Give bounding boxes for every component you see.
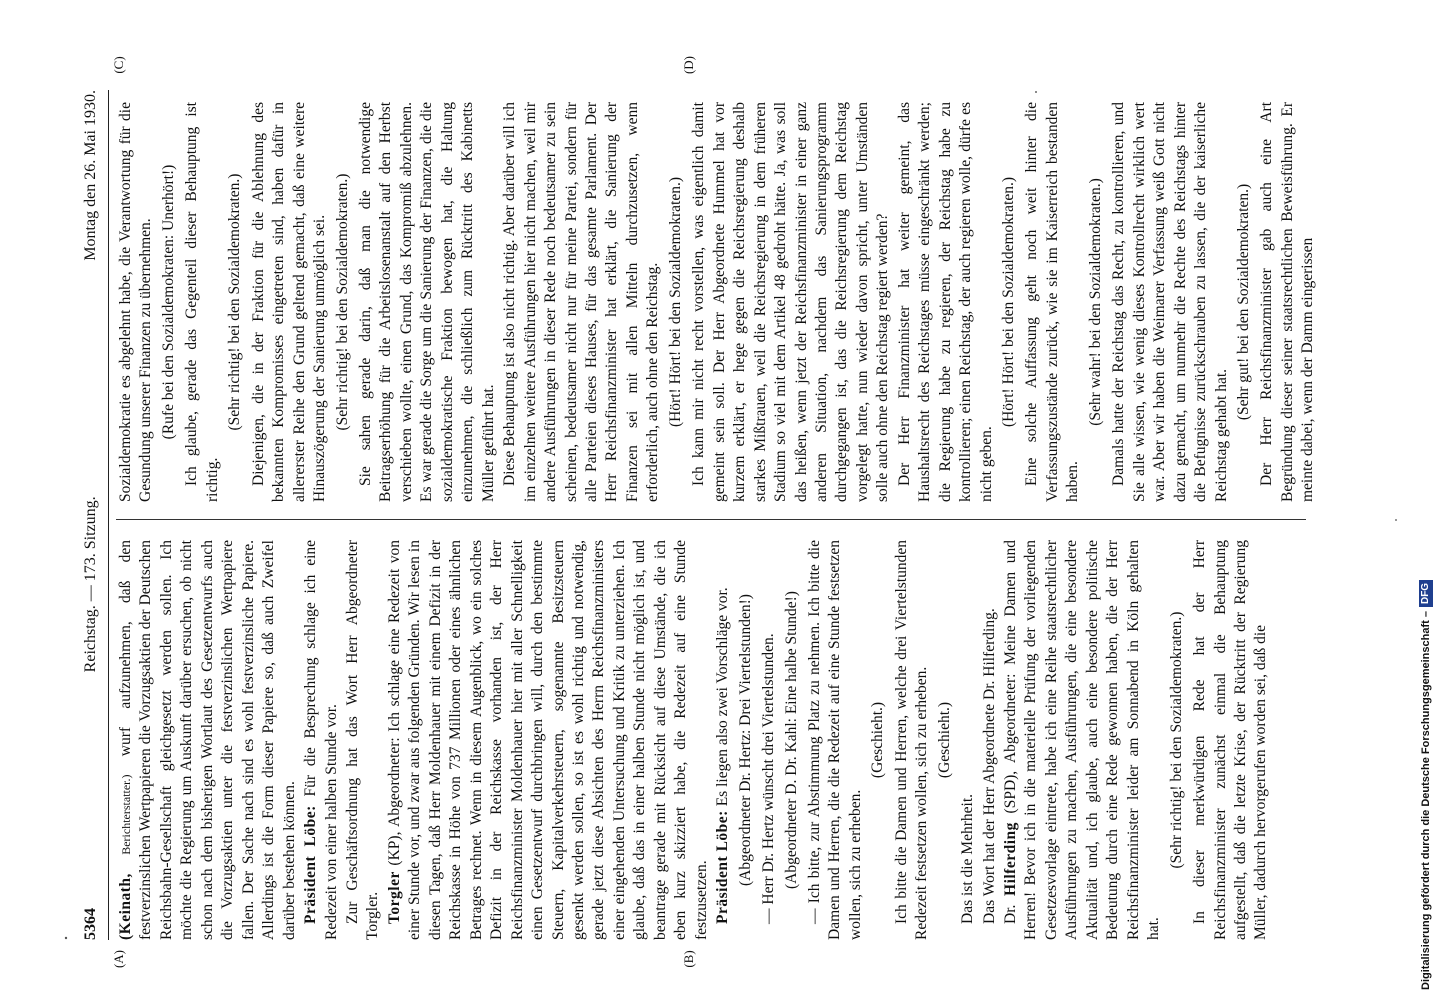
paragraph [759, 540, 779, 940]
dfg-logo: DFG [1419, 580, 1433, 607]
column-divider [116, 519, 1306, 520]
interjection: (Abgeordneter D. Dr. Kahl: Eine halbe Stunde!) [782, 591, 800, 889]
interjection: (Geschieht.) [869, 701, 887, 779]
paragraph-text: (SPD), Abgeordneter: Meine Damen und Herren! Bevor ich in die materielle Prüfung der vorliegenden Gesetzesvorlage eintrete, habe ich eine Reihe staatsrechtlicher Ausführungen zu machen, Ausführungen, die eine besondere Aktualität und, ich glaube, auch eine besondere politische Bedeutung durch eine Rede gewonnen haben, die der Herr Reichsfinanzminister leider am Sonnabend in Köln gehalten hat. [1002, 539, 1163, 940]
interjection: (Abgeordneter Dr. Hertz: Drei Viertelstunden!) [736, 594, 754, 886]
paragraph [805, 540, 866, 940]
interjection: (Hört! Hört! bei den Sozialdemokraten.) [1000, 176, 1018, 428]
speaker-name: Hilferding [1002, 822, 1020, 896]
paragraph-text: — Herr Dr. Hertz wünscht drei Viertelstunden. [760, 633, 778, 924]
paragraph [1109, 102, 1232, 502]
paragraph [1001, 540, 1165, 940]
interjection: (Sehr wahr! bei den Sozialdemokraten.) [1086, 178, 1104, 426]
paragraph-text: Es liegen also zwei Vorschläge vor. [714, 587, 732, 807]
speaker-name: Präsident Löbe: [302, 805, 320, 924]
interjection: (Geschieht.) [935, 701, 953, 779]
paragraph-text: Damals hatte der Reichstag das Recht, zu kontrollieren, und Sie alle wissen, wie wenig dieses Kontrollrecht wirklich wert war. Aber wir haben die Weimarer Verfassung weiß Gott nicht dazu gemacht, um nunmehr die Rechte des Reichstags hinter die Befugnisse zurückschrauben zu lassen, die der kaiserliche Reichstag gehabt hat. [1110, 102, 1230, 502]
paragraph [980, 540, 1000, 940]
credit-text: Digitalisierung gefördert durch die Deutsche Forschungsgemeinschaft – [1420, 611, 1432, 990]
margin-marker-c: (C) [111, 56, 126, 74]
speaker-name: Torgler [385, 871, 403, 924]
session-date: Montag den 26. Mai 1930. [82, 90, 99, 261]
margin-marker-d: (D) [681, 55, 696, 75]
paragraph [182, 102, 223, 502]
paragraph [356, 102, 499, 502]
speck [1395, 519, 1397, 521]
paragraph-text: Der Herr Reichsfinanzminister gab auch eine Art Begründung dieser seiner staatsrechtlichen Beweisführung. Er meinte dabei, wenn der Damm eingerissen [1258, 102, 1317, 502]
paragraph-text: Sozialdemokratie es abgelehnt habe, die Verantwortung für die Gesundung unserer Finanzen zu übernehmen. [117, 102, 155, 502]
paragraph [385, 540, 712, 940]
speaker-name: Präsident Löbe: [714, 810, 732, 924]
paragraph [1022, 102, 1083, 502]
paragraph-text: Der Herr Finanzminister hat weiter gemeint, das Haushaltsrecht des Reichstages müsse eingeschränkt werden; die Regierung habe zu regieren, der Reichstag habe zu kontrollieren; einen Reichstag, der auch regieren wolle, dürfe es nicht geben. [895, 102, 995, 502]
paragraph-text: — Ich bitte, zur Abstimmung Platz zu nehmen. Ich bitte die Damen und Herren, die die Redezeit auf eine Stunde festsetzen wollen, sich zu erheben. [805, 540, 864, 940]
interjection: (Sehr richtig! bei den Sozialdemokraten.) [333, 173, 351, 431]
paragraph [249, 102, 331, 502]
paragraph [301, 540, 342, 940]
paragraph [958, 540, 978, 940]
paragraph [500, 102, 664, 502]
session-title: Reichstag. — 173. Sitzung. [82, 496, 99, 673]
paragraph [343, 540, 384, 940]
paragraph-text: Das Wort hat der Herr Abgeordnete Dr. Hilferding. [980, 608, 998, 924]
speaker-name: (Keinath, [117, 873, 134, 940]
page-number: 5364 [82, 908, 99, 940]
left-column [116, 540, 1306, 940]
interjection: (Sehr richtig! bei den Sozialdemokraten.) [226, 173, 244, 431]
paragraph [689, 102, 894, 502]
paragraph-text: Sie sahen gerade darin, daß man die notwendige Beitragserhöhung für die Arbeitslosenanstalt auf den Herbst verschieben wollte, einen Grund, das Kompromiß abzulehnen. Es war gerade die Sorge um die Sanierung der Finanzen, die die sozialdemokratische Fraktion bewogen hat, die Haltung einzunehmen, die schließlich zum Rücktritt des Kabinetts Müller geführt hat. [356, 102, 497, 502]
paragraph [1190, 540, 1272, 940]
paragraph-text: Zur Geschäftsordnung hat das Wort Herr Abgeordneter Torgler. [343, 540, 382, 940]
paragraph [895, 102, 997, 502]
paragraph-text: Das ist die Mehrheit. [959, 793, 977, 924]
speaker-prefix: Dr. [1002, 904, 1020, 924]
paragraph-text: wurf aufzunehmen, daß den festverzinslichen Wertpapieren die Vorzugsaktien der Deutschen Reichsbahn-Gesellschaft gleichgesetzt werden sollen. Ich möchte die Regierung um Auskunft darüber ersuchen, ob nicht schon nach dem bisherigen Wortlaut des Gesetzentwurfs auch die Vorzugsaktien unter die festverzinslichen Wertpapiere fallen. Der Sache nach sind es wohl festverzinsliche Papiere. Allerdings ist die Form dieser Papiere so, daß auch Zweifel darüber bestehen können. [117, 539, 298, 940]
paragraph-text: Diejenigen, die in der Fraktion für die Ablehnung des bekannten Kompromisses eingetreten sind, haben dafür in allererster Reihe den Grund geltend gemacht, daß eine weitere Hinauszögerung der Sanierung unmöglich sei. [249, 102, 329, 502]
paragraph-text: Für die Besprechung schlage ich eine Redezeit von einer halben Stunde vor. [302, 539, 340, 940]
paragraph-text: Ich glaube, gerade das Gegenteil dieser Behauptung ist richtig. [183, 102, 221, 502]
document-page [80, 55, 1320, 969]
paragraph-text: Ich kann mir nicht recht vorstellen, was eigentlich damit gemeint sein soll. Der Herr Abgeordnete Hummel hat vor kurzem erklärt, er hege gegen die Reichsregierung deshalb starkes Mißtrauen, weil die Reichsregierung in dem früheren Stadium so viel mit dem Artikel 48 gedroht hätte. Ja, was soll das heißen, wenn jetzt der Reichsfinanzminister in einer ganz anderen Situation, nachdem das Sanierungsprogramm durchgegangen ist, das die Reichsregierung dem Reichstag vorgelegt hatte, nun wieder davon spricht, unter Umständen solle auch ohne den Reichstag regiert werden? [690, 102, 892, 502]
paragraph-text: (KP), Abgeordneter: Ich schlage eine Redezeit von einer Stunde vor, und zwar aus folgenden Gründen. Wir lesen in diesen Tagen, daß Herr Moldenhauer mit einem Defizit in der Reichskasse in Höhe von 737 Millionen oder eines ähnlichen Betrages rechnet. Wenn in diesem Augenblick, wo ein solches Defizit in der Reichskasse vorhanden ist, der Herr Reichsfinanzminister Moldenhauer hier mit aller Schnelligkeit einen Gesetzentwurf durchbringen will, durch den bestimmte Steuern, Kapitalverkehrsteuern, sogenannte Besitzsteuern gesenkt werden sollen, so ist es wohl richtig und notwendig, gerade jetzt diese Absichten des Herrn Reichsfinanzministers einer eingehenden Untersuchung und Kritik zu unterziehen. Ich glaube, daß das in einer halben Stunde nicht möglich ist, und beantrage gerade mit Rücksicht auf diese Umstände, die ich eben kurz skizziert habe, die Redezeit auf eine Stunde festzusetzen. [385, 539, 710, 940]
speaker-role: Berichterstatter.) [119, 774, 133, 855]
interjection: (Rufe bei den Sozialdemokraten: Unerhört!) [159, 164, 177, 440]
paragraph [892, 540, 933, 940]
paragraph [713, 540, 733, 940]
paragraph [116, 102, 157, 502]
paragraph-text: In dieser merkwürdigen Rede hat der Herr Reichsfinanzminister zunächst einmal die Behauptung aufgestellt, daß die letzte Krise, der Rücktritt der Regierung Müller, dadurch hervorgerufen worden sei, daß die [1191, 540, 1270, 940]
margin-marker-b: (B) [681, 950, 696, 968]
speck [65, 937, 67, 939]
paragraph-text: Diese Behauptung ist also nicht richtig. Aber darüber will ich im einzelnen weitere Ausführungen hier nicht machen, weil mir andere Ausführungen in dieser Rede noch bedeutsamer zu sein scheinen, bedeutsamer nicht nur für meine Partei, sondern für alle Parteien dieses Hauses, für das gesamte Parlament. Der Herr Reichsfinanzminister hat erklärt, die Sanierung der Finanzen sei mit allen Mitteln durchzusetzen, wenn erforderlich, auch ohne den Reichstag. [501, 102, 662, 502]
paragraph [116, 540, 300, 940]
interjection: (Hört! Hört! bei den Sozialdemokraten.) [666, 176, 684, 428]
header-rule [108, 90, 109, 940]
page-header [80, 90, 106, 940]
paragraph-text: Ich bitte die Damen und Herren, welche drei Viertelstunden Redezeit festsetzen wollen, sich zu erheben. [892, 540, 931, 940]
right-column [116, 102, 1317, 502]
margin-marker-a: (A) [111, 949, 126, 969]
interjection: (Sehr richtig! bei den Sozialdemokraten.) [1167, 611, 1185, 869]
digitization-credit [1418, 5, 1434, 990]
paragraph [1257, 102, 1318, 502]
paragraph-text: Eine solche Auffassung geht noch weit hinter die Verfassungszustände zurück, wie sie im Kaiserreich bestanden haben. [1023, 102, 1082, 502]
interjection: (Sehr gut! bei den Sozialdemokraten.) [1235, 183, 1253, 421]
